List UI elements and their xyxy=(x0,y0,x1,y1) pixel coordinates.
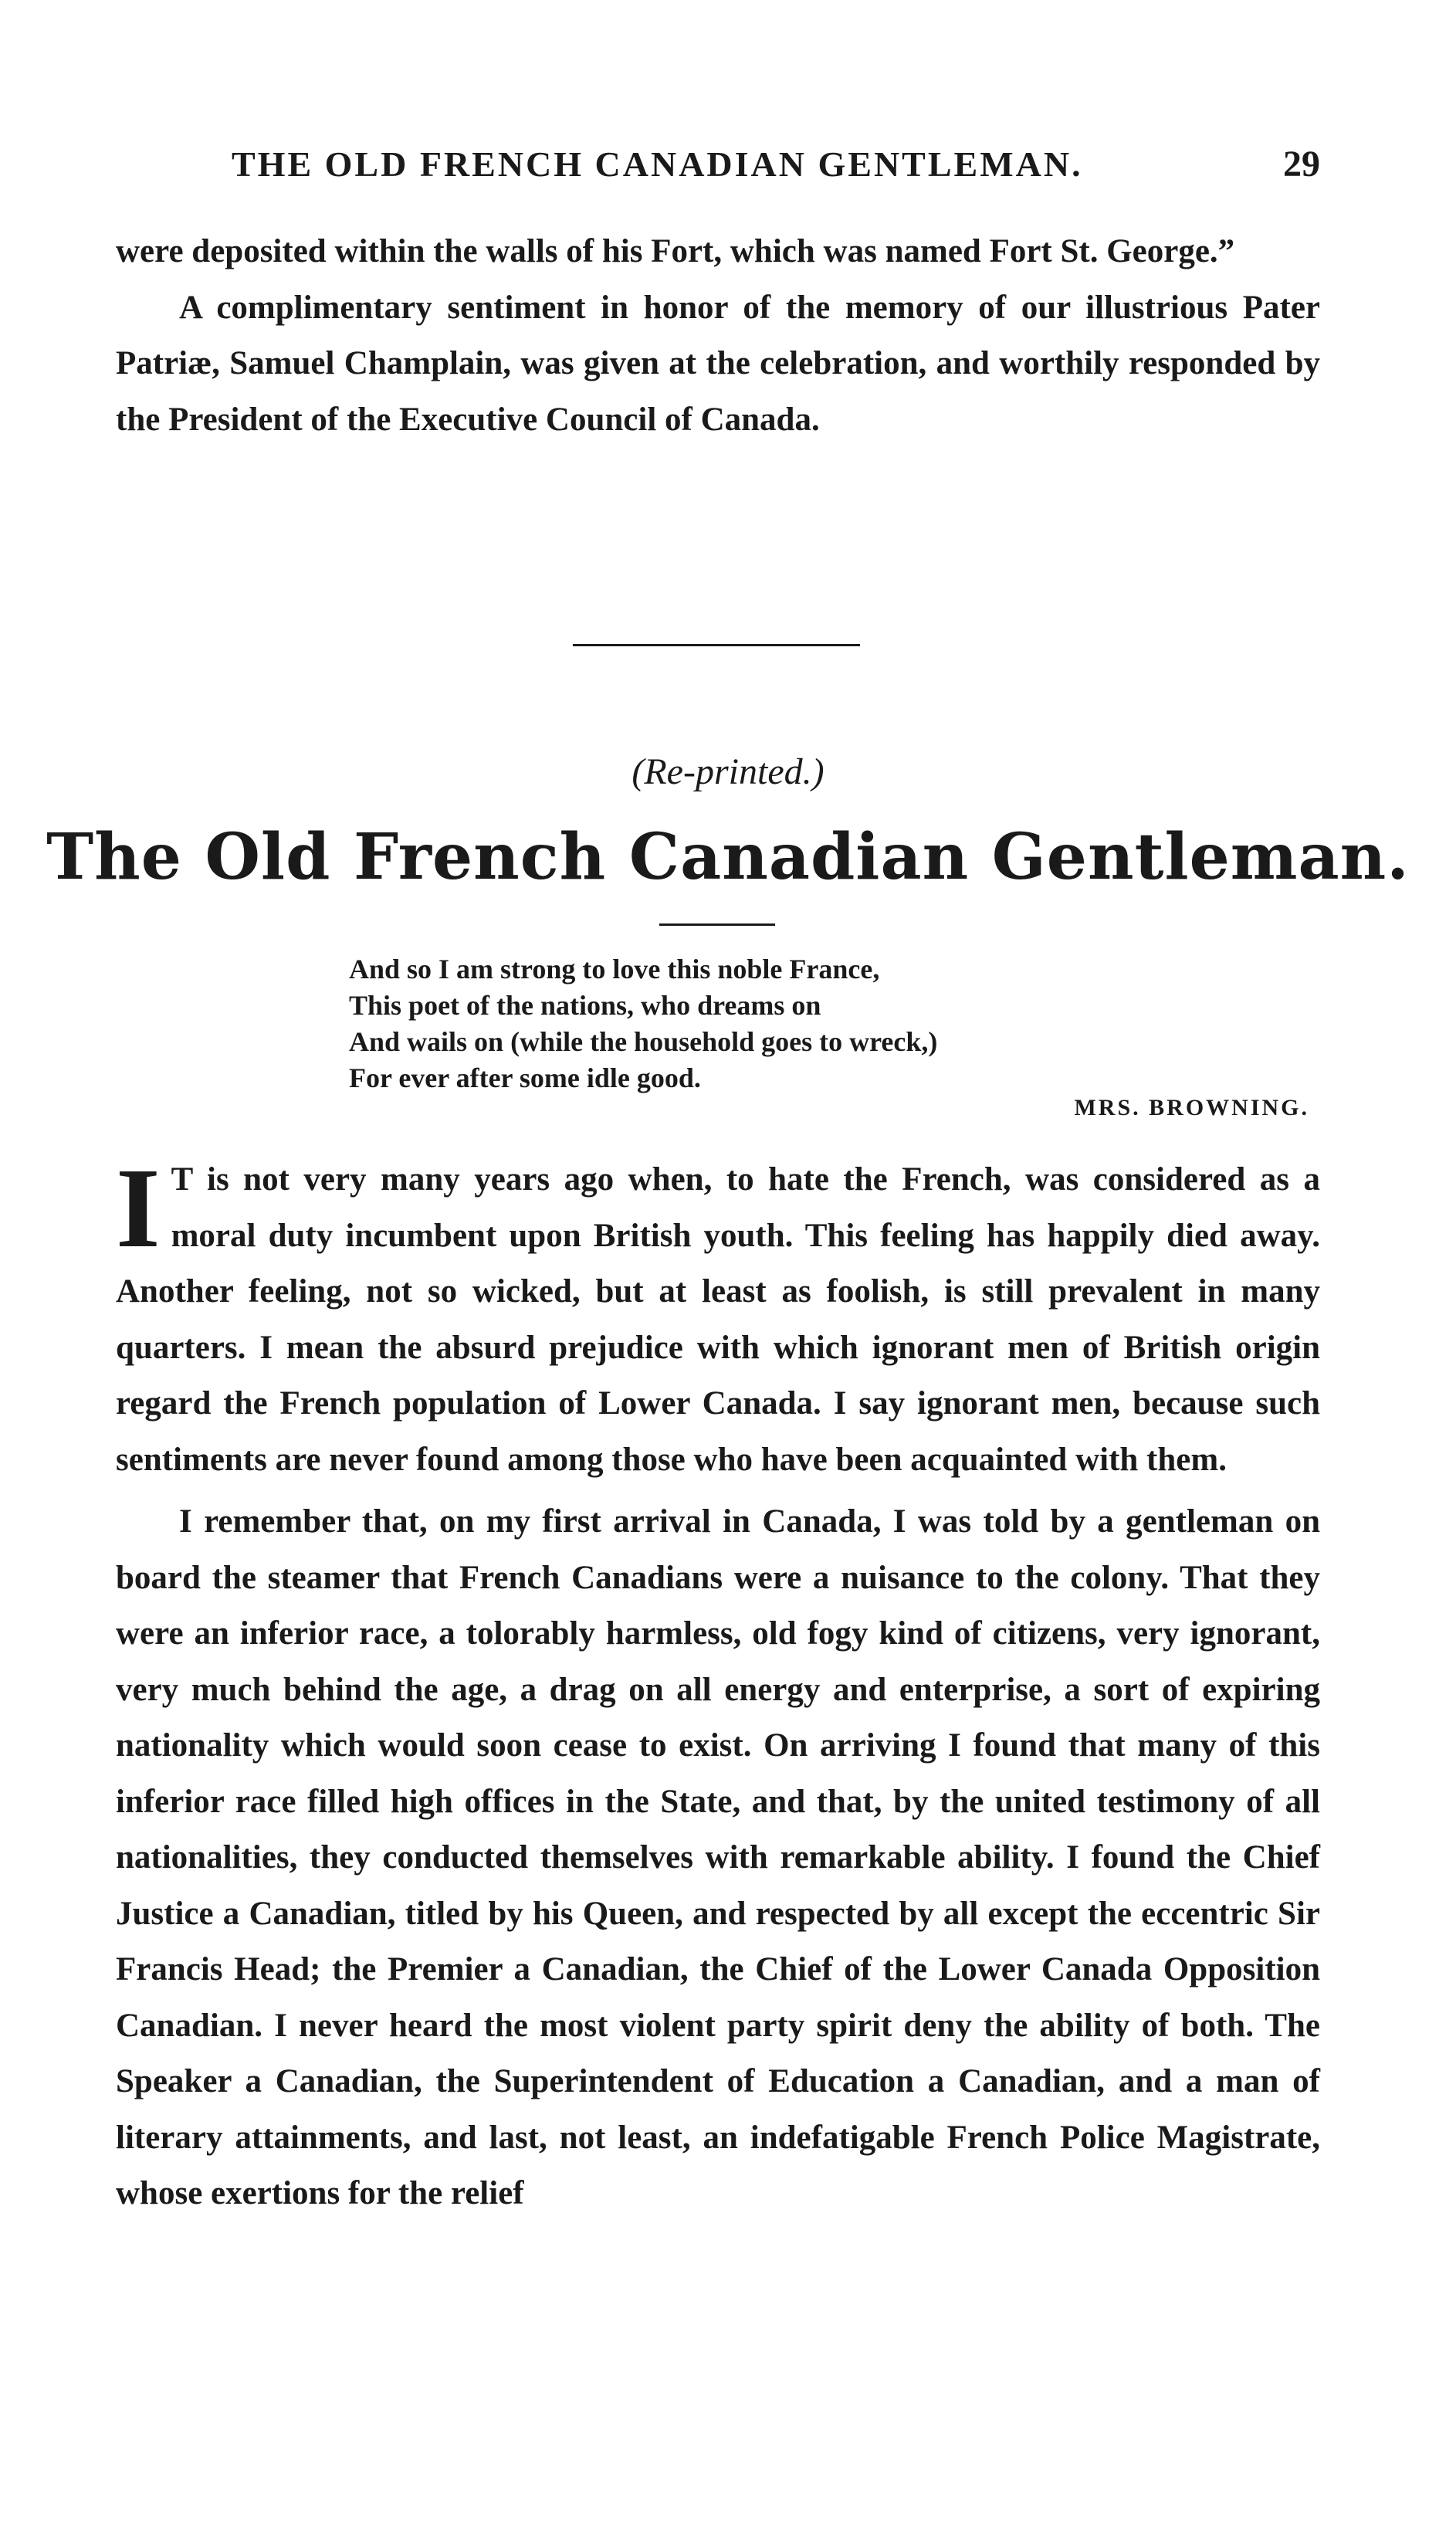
article-title: The Old French Canadian Gentleman. xyxy=(46,820,1410,894)
epigraph-line-4: For ever after some idle good. xyxy=(349,1062,701,1093)
drop-cap: I xyxy=(116,1145,161,1272)
running-head xyxy=(116,137,1320,191)
epigraph-line-1: And so I am strong to love this noble France, xyxy=(349,954,880,984)
opening-paragraph-1: were deposited within the walls of his Fort, which was named Fort St. George.” xyxy=(116,233,1235,269)
article-body xyxy=(116,1145,1320,2222)
epigraph-line-3: And wails on (while the household goes to wreck,) xyxy=(349,1026,938,1057)
paragraph-spacer xyxy=(116,1488,1320,1494)
running-title: THE OLD FRENCH CANADIAN GENTLEMAN. xyxy=(232,144,1083,184)
body-paragraph-1-text: T is not very many years ago when, to hate the French, was considered as a moral duty incumbent upon British youth. This feeling has happily died away. Another feeling, not so wicked, but at least as foolish, is still prevalent in many quarters. I mean the absurd prejudice with which ignorant men of British origin regard the French population of Lower Canada. I say ignorant men, because such sentiments are never found among those who have been acquainted with them. xyxy=(116,1161,1320,1478)
opening-paragraph-2: A complimentary sentiment in honor of the memory of our illustrious Pater Patriæ, Samuel Champlain, was given at the celebration, and worthily responded by the President of the Executive Council of Canada. xyxy=(116,289,1320,438)
epigraph-line-2: This poet of the nations, who dreams on xyxy=(349,990,821,1021)
title-underline-rule xyxy=(659,923,775,926)
page-number: 29 xyxy=(1283,144,1320,185)
body-paragraph-1 xyxy=(116,1145,1320,1488)
section-divider-rule xyxy=(573,644,860,646)
reprint-note: (Re-printed.) xyxy=(631,751,825,792)
opening-text xyxy=(116,224,1320,448)
body-paragraph-2: I remember that, on my first arrival in Canada, I was told by a gentleman on board the steamer that French Canadians were a nuisance to the colony. That they were an inferior race, a tolorably harmless, old fogy kind of citizens, very ignorant, very much behind the age, a drag on all energy and enterprise, a sort of expiring nationality which would soon cease to exist. On arriving I found that many of this inferior race filled high offices in the State, and that, by the united testimony of all nationalities, they conducted themselves with remarkable ability. I found the Chief Justice a Canadian, titled by his Queen, and respected by all except the eccentric Sir Francis Head; the Premier a Canadian, the Chief of the Lower Canada Opposition Canadian. I never heard the most violent party spirit deny the ability of both. The Speaker a Canadian, the Superintendent of Education a Canadian, and a man of literary attainments, and last, not least, an indefatigable French Police Magistrate, whose exertions for the relief xyxy=(116,1503,1320,2211)
epigraph-attribution: MRS. BROWNING. xyxy=(1074,1095,1309,1120)
epigraph xyxy=(349,951,1260,1096)
